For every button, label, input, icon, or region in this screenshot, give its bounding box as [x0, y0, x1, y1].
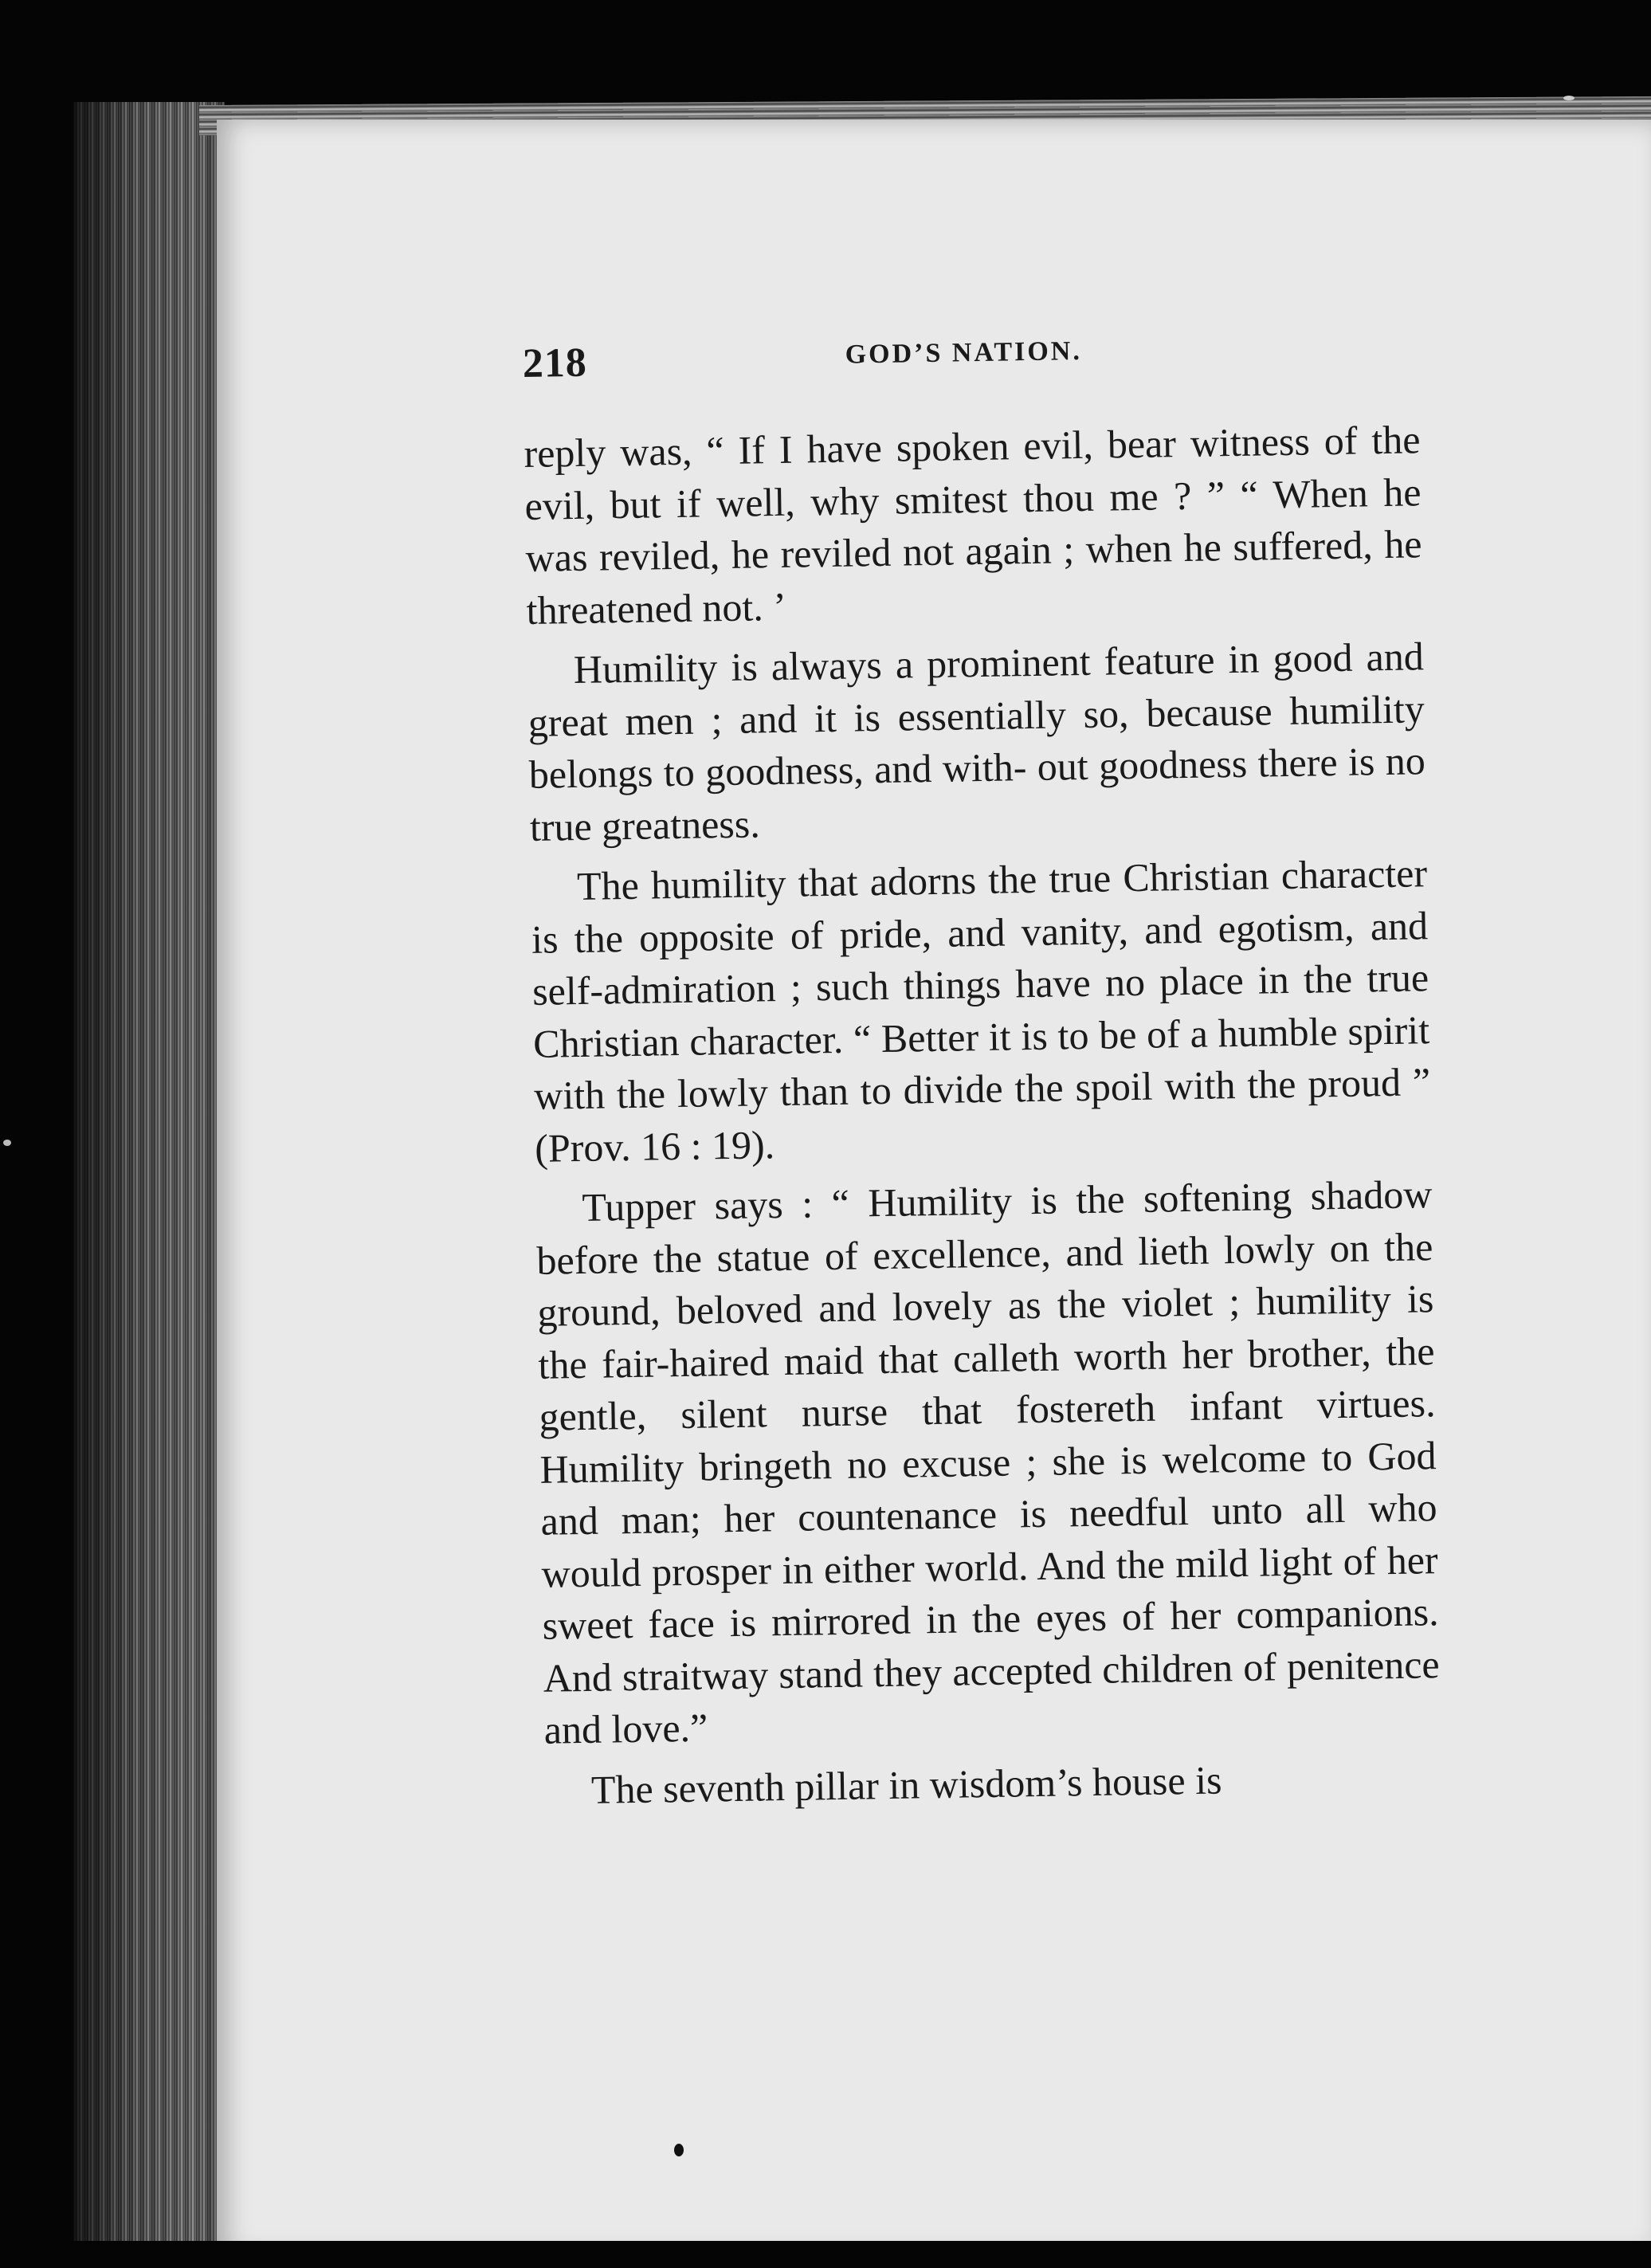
text-block — [522, 308, 1469, 1825]
paragraph: The seventh pillar in wisdom’s house is — [590, 1756, 1222, 1812]
paragraph: Tupper says : “ Humility is the softening shadow before the statue of excellence, and lieth lowly on the ground, beloved and lovely as the violet ; humility is the fair-haired maid that calleth worth her brother, the gentle, silent nurse that fostereth infant virtues. Humility bringeth no excuse ; she is welcome to God and man; her countenance is needful unto all who would prosper in either world. And the mild light of her sweet face is mirrored in the eyes of her companions. And straitway stand they accepted children of penitence and love.” — [536, 1171, 1441, 1752]
book-edge-shadow — [73, 102, 225, 2254]
scan-border — [0, 2241, 1651, 2268]
page-number: 218 — [522, 339, 588, 387]
body-text — [524, 414, 1441, 1816]
ink-speck — [674, 2144, 684, 2156]
paragraph: Humility is always a prominent feature in good and great men ; and it is essentially so, because humility belongs to goodness, and with- out goodness there is no true greatness. — [527, 634, 1426, 850]
dust-speck — [1563, 96, 1575, 100]
dust-speck — [3, 1140, 11, 1146]
running-head — [522, 308, 1447, 394]
running-title: GOD’S NATION. — [845, 335, 1083, 370]
paragraph: reply was, “ If I have spoken evil, bear witness of the evil, but if well, why smitest thou me ? ” “ When he was reviled, he reviled not again ; when he suffered, he threatened not. ’ — [524, 417, 1422, 633]
paragraph: The humility that adorns the true Christian character is the opposite of pride, and vanity, and egotism, and self-admiration ; such things have no place in the true Christian character. “ Better it is to be of a humble spirit with the lowly than to divide the spoil with the proud ” (Prov. 16 : 19). — [531, 850, 1431, 1171]
